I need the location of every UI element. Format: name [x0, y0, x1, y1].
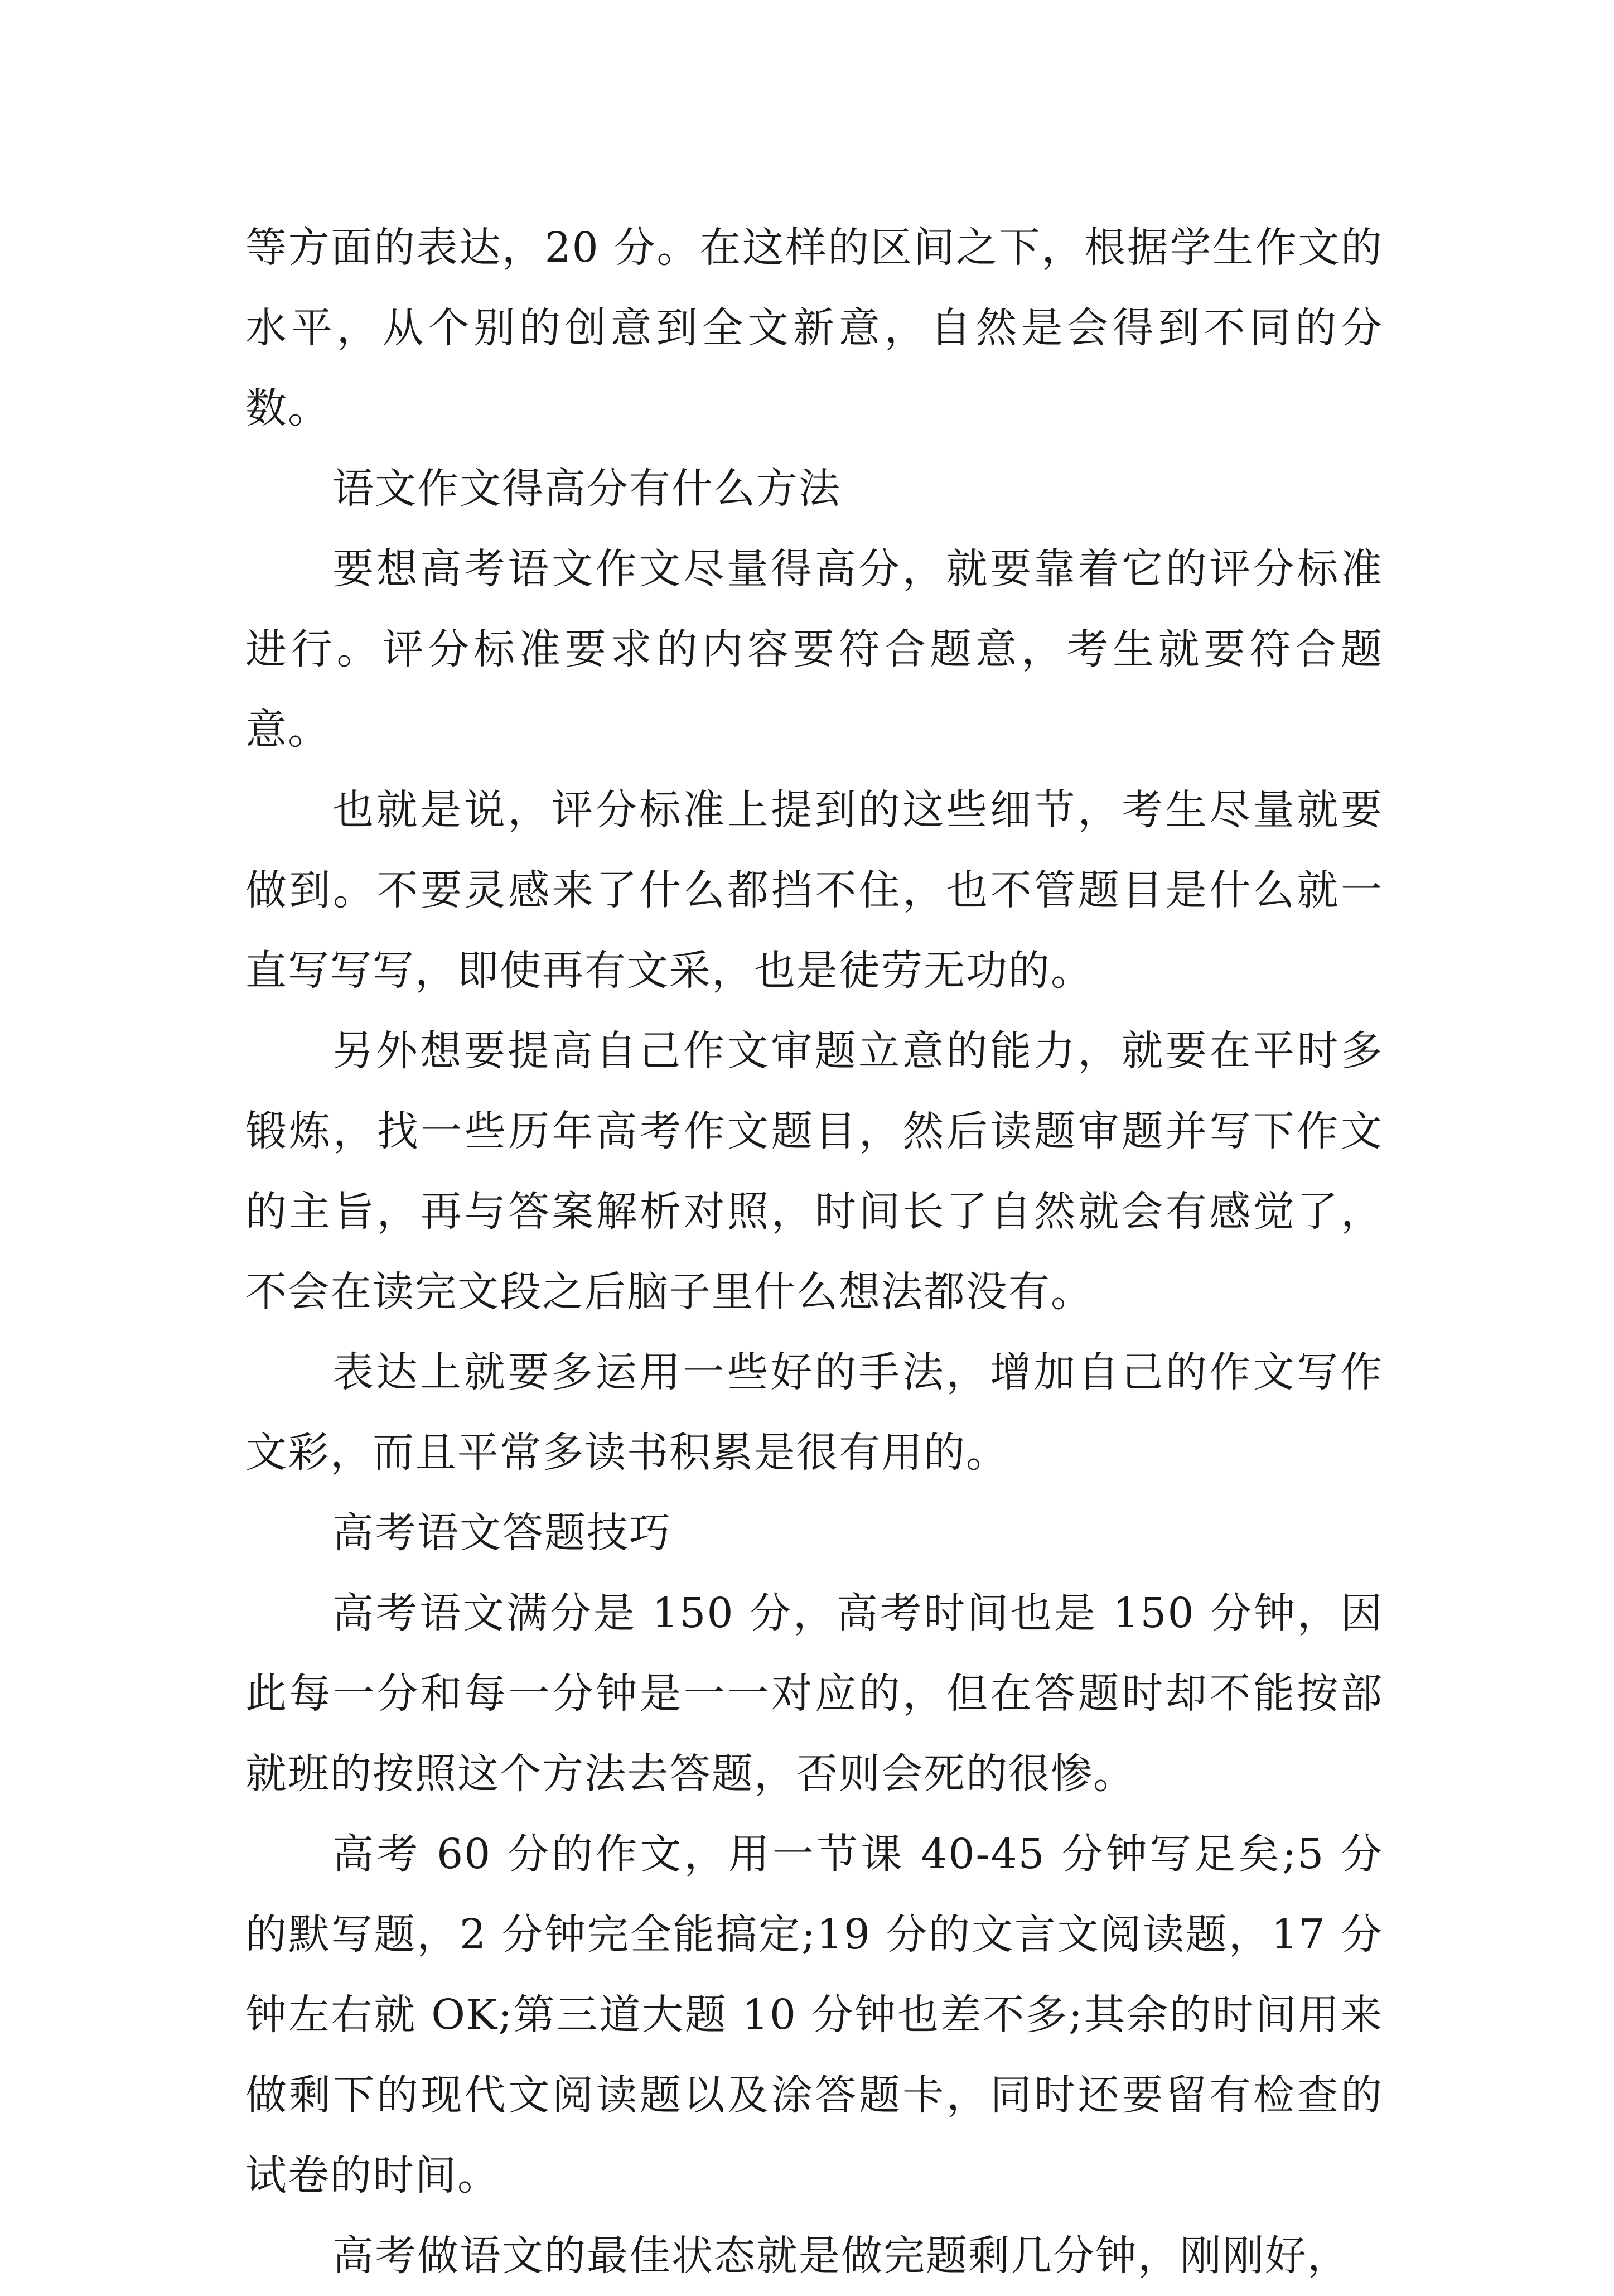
paragraph: 高考做语文的最佳状态就是做完题剩几分钟，刚刚好， [332, 2232, 1350, 2280]
paragraph: 高考语文满分是 150 分，高考时间也是 150 分钟，因此每一分和每一分钟是一一对应的，但在答题时却不能按部就班的按照这个方法去答题，否则会死的很惨。 [245, 1589, 1383, 1798]
paragraph: 另外想要提高自己作文审题立意的能力，就要在平时多锻炼，找一些历年高考作文题目，然后读题审题并写下作文的主旨，再与答案解析对照，时间长了自然就会有感觉了，不会在读完文段之后脑子里什么想法都没有。 [245, 1027, 1383, 1316]
document-body [245, 208, 1383, 2296]
section-heading: 语文作文得高分有什么方法 [332, 465, 841, 513]
paragraph-continuation: 等方面的表达，20 分。在这样的区间之下，根据学生作文的水平，从个别的创意到全文新意，自然是会得到不同的分数。 [245, 224, 1383, 432]
paragraph: 高考 60 分的作文，用一节课 40-45 分钟写足矣;5 分的默写题，2 分钟完全能搞定;19 分的文言文阅读题，17 分钟左右就 OK;第三道大题 10 分钟也差不多;其余的时间用来做剩下的现代文阅读题以及涂答题卡，同时还要留有检查的试卷的时间。 [245, 1830, 1383, 2199]
section-heading: 高考语文答题技巧 [332, 1509, 671, 1557]
paragraph: 表达上就要多运用一些好的手法，增加自己的作文写作文彩，而且平常多读书积累是很有用的。 [245, 1348, 1383, 1477]
paragraph: 也就是说，评分标准上提到的这些细节，考生尽量就要做到。不要灵感来了什么都挡不住，也不管题目是什么就一直写写写，即使再有文采，也是徒劳无功的。 [245, 786, 1383, 995]
paragraph: 要想高考语文作文尽量得高分，就要靠着它的评分标准进行。评分标准要求的内容要符合题意，考生就要符合题意。 [245, 545, 1383, 754]
